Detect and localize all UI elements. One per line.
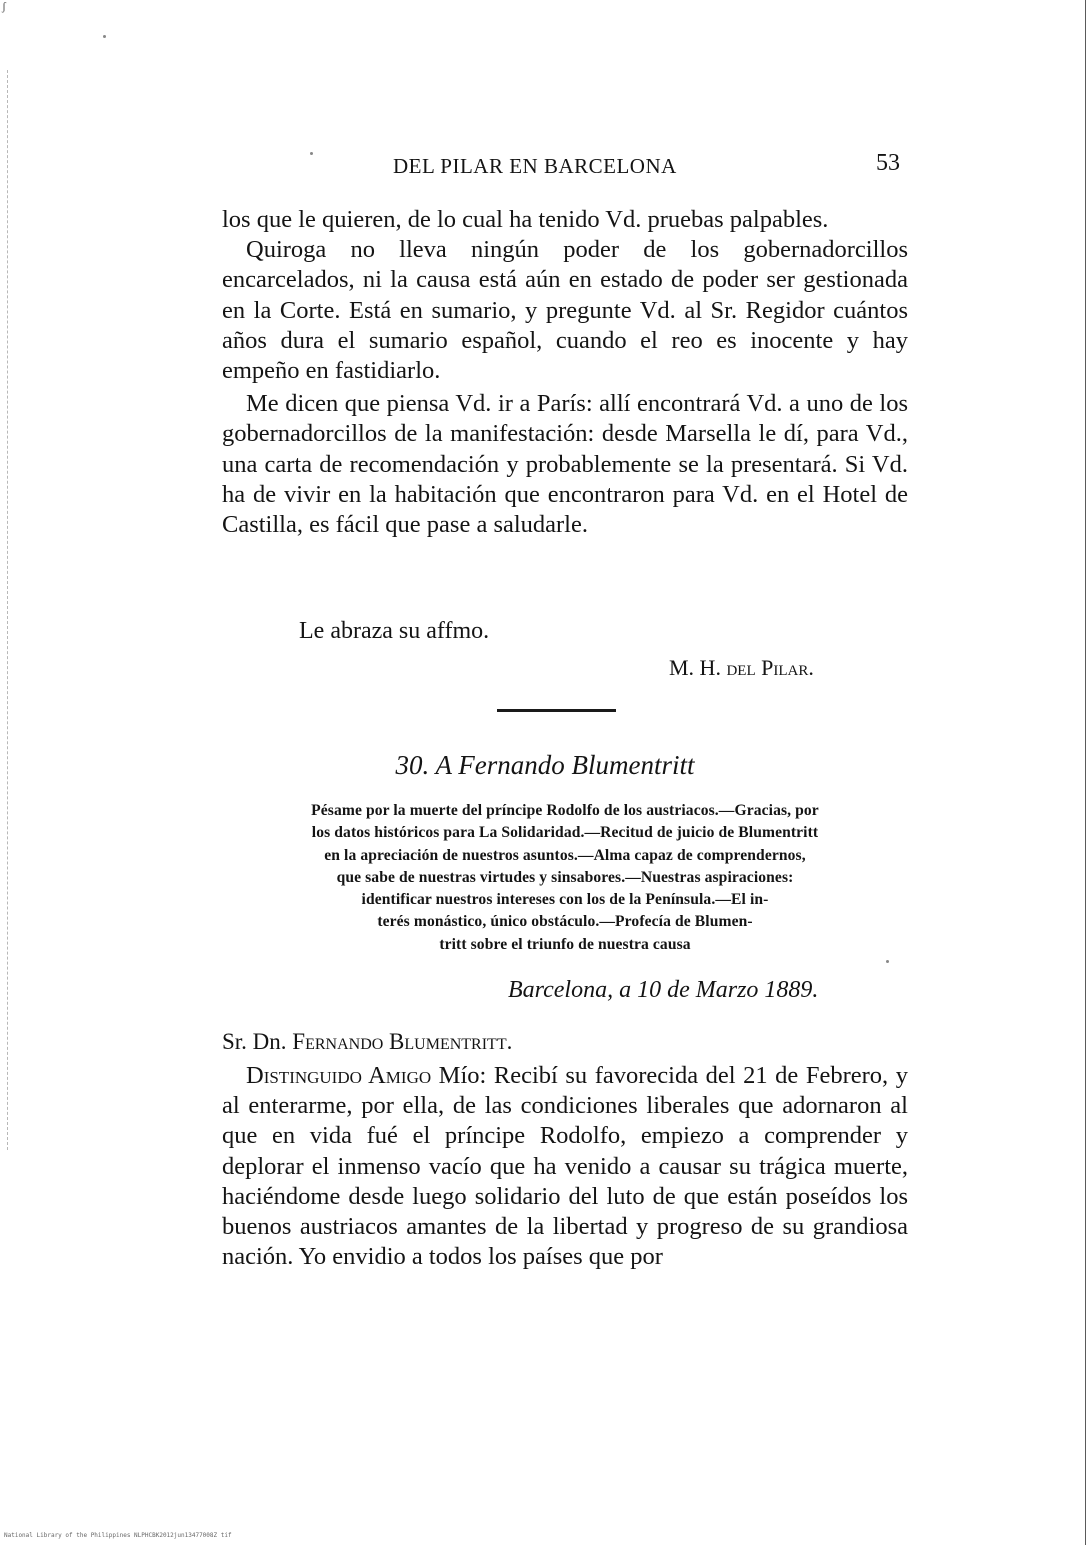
summary-line: tritt sobre el triunfo de nuestra causa [439, 935, 691, 953]
scan-corner-mark: ʃ [2, 0, 6, 13]
summary-line: terés monástico, único obstáculo.—Profecía de Blumen- [377, 913, 753, 931]
signature-initials: M. H. [669, 655, 721, 680]
signature-surname: del Pilar. [726, 655, 814, 680]
paragraph: Quiroga no lleva ningún poder de los gobernadorcillos encarcelados, ni la causa está aún en estado de poder ser gestionada en la Corte. Está en sumario, y pregunte Vd. al Sr. Regidor cuántos años dura el sumario español, cuando el reo es inocente y hay empeño en fastidiarlo. [222, 236, 908, 385]
paragraph: los que le quieren, de lo cual ha tenido Vd. pruebas palpables. [222, 206, 829, 233]
summary-line: los datos históricos para La Solidaridad.—Recitud de juicio de Blumentritt [311, 824, 819, 842]
scan-speck [886, 960, 889, 963]
letter-title: 30. A Fernando Blumentritt [395, 750, 695, 780]
scan-footer: National Library of the Philippines NLPHCBK2012jun13477008Z tif [4, 1532, 232, 1539]
paragraph [222, 1061, 908, 1272]
salutation-prefix: Sr. Dn. [222, 1029, 287, 1054]
letter-dateline: Barcelona, a 10 de Marzo 1889. [508, 977, 819, 1003]
new-letter-text [222, 1061, 908, 1272]
summary-line: identificar nuestros intereses con los de la Península.—El in- [361, 891, 769, 909]
summary-line: en la apreciación de nuestros asuntos.—Alma capaz de comprendernos, [324, 846, 806, 864]
scan-edge-right [1085, 0, 1086, 1545]
paragraph: Me dicen que piensa Vd. ir a París: allí encontrará Vd. a uno de los gobernadorcillos de la manifestación: desde Marsella le dí, para Vd., una carta de recomendación y probablemente se la presentará. Si Vd. ha de vivir en la habitación que encontraron para Vd. en el Hotel de Castilla, es fácil que pase a saludarle. [222, 390, 908, 539]
signature [669, 655, 814, 681]
scan-edge-left [7, 70, 8, 1150]
salutation-name: Fernando Blumentritt. [292, 1029, 513, 1054]
letter-summary [222, 800, 908, 956]
continued-letter-text [222, 205, 908, 540]
section-divider [497, 709, 616, 712]
letter-closing: Le abraza su affmo. [299, 618, 490, 644]
summary-line: que sabe de nuestras virtudes y sinsabores.—Nuestras aspiraciones: [336, 868, 794, 886]
summary-line: Pésame por la muerte del príncipe Rodolfo de los austriacos.—Gracias, por [311, 802, 819, 819]
page-number: 53 [876, 150, 900, 176]
scan-speck [103, 35, 106, 38]
running-head: DEL PILAR EN BARCELONA [393, 154, 677, 178]
scan-speck [310, 152, 313, 155]
salutation [222, 1029, 512, 1055]
letter-body: Mío: Recibí su favorecida del 21 de Febrero, y al enterarme, por ella, de las condiciones liberales que adornaron al que en vida fué el príncipe Rodolfo, empiezo a comprender y deplorar el inmenso vacío que ha venido a causar su trágica muerte, haciéndome desde luego solidario del luto de que están poseídos los buenos austriacos amantes de la libertad y progreso de su grandiosa nación. Yo envidio a todos los países que por [222, 1062, 908, 1271]
greeting: Distinguido Amigo [246, 1062, 432, 1089]
